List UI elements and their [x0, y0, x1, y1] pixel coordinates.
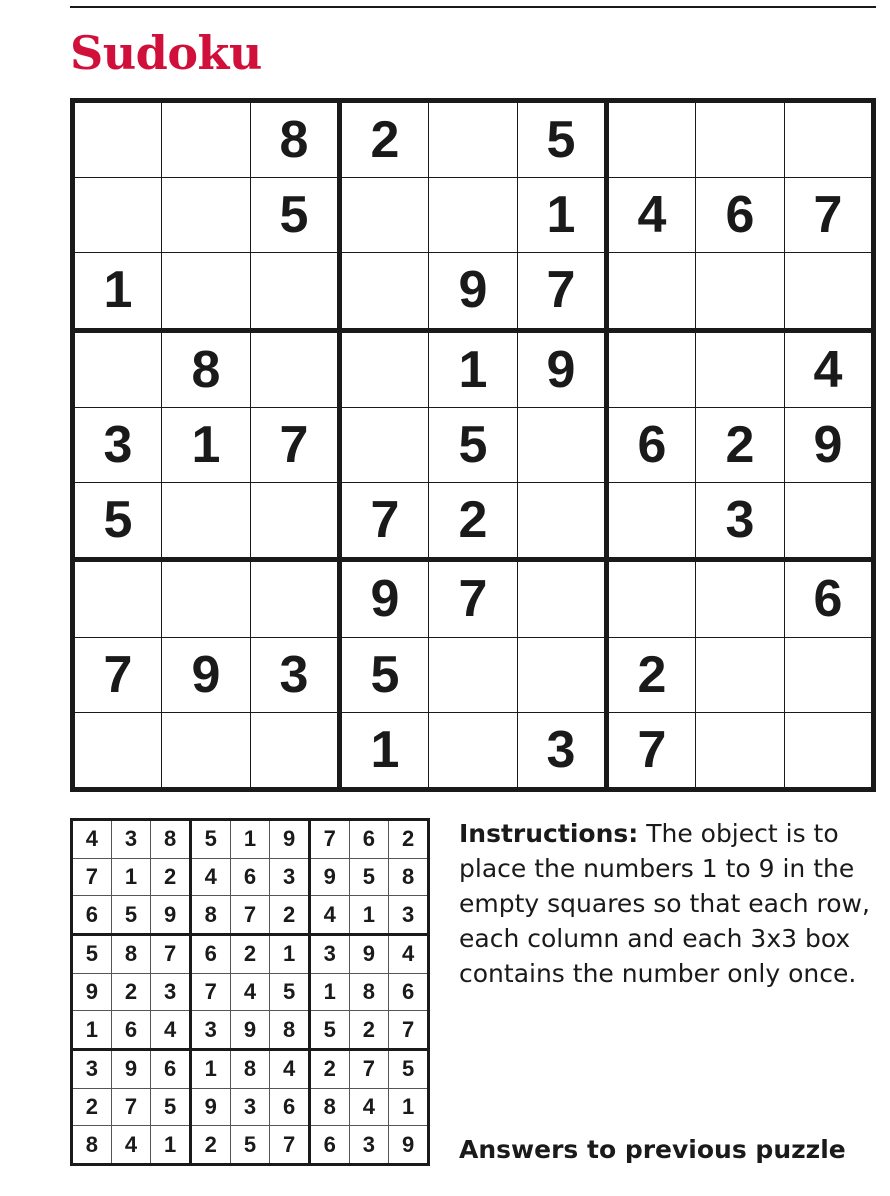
puzzle-cell[interactable]: 5: [518, 101, 607, 178]
puzzle-cell[interactable]: [785, 712, 874, 789]
puzzle-cell[interactable]: [785, 101, 874, 178]
puzzle-cell[interactable]: 9: [785, 407, 874, 482]
grid-row: [72, 934, 429, 973]
puzzle-cell[interactable]: 6: [607, 407, 696, 482]
answer-cell: 1: [389, 1088, 429, 1125]
answer-cell: 4: [72, 820, 112, 859]
answer-cell: 1: [190, 1049, 230, 1088]
answer-cell: 1: [72, 1011, 112, 1050]
puzzle-cell[interactable]: 3: [696, 482, 785, 559]
answer-cell: 1: [111, 858, 151, 895]
puzzle-cell[interactable]: 4: [607, 178, 696, 253]
puzzle-cell[interactable]: 9: [518, 330, 607, 407]
puzzle-cell[interactable]: [518, 482, 607, 559]
puzzle-cell[interactable]: [607, 253, 696, 330]
puzzle-cell[interactable]: 7: [607, 712, 696, 789]
answer-cell: 7: [230, 896, 270, 935]
answer-cell: 9: [190, 1088, 230, 1125]
puzzle-cell[interactable]: 1: [518, 178, 607, 253]
puzzle-cell[interactable]: 3: [73, 407, 162, 482]
answer-cell: 3: [270, 858, 310, 895]
answer-cell: 2: [270, 896, 310, 935]
puzzle-cell[interactable]: 9: [429, 253, 518, 330]
answer-cell: 8: [111, 934, 151, 973]
answer-cell: 4: [349, 1088, 389, 1125]
instructions-text: [459, 816, 871, 991]
puzzle-cell[interactable]: 5: [429, 407, 518, 482]
puzzle-cell[interactable]: [251, 253, 340, 330]
puzzle-cell[interactable]: 1: [429, 330, 518, 407]
puzzle-cell[interactable]: [251, 560, 340, 637]
answer-cell: 8: [389, 858, 429, 895]
puzzle-cell[interactable]: 1: [340, 712, 429, 789]
answer-cell: 2: [389, 820, 429, 859]
answer-cell: 5: [389, 1049, 429, 1088]
puzzle-cell[interactable]: [429, 178, 518, 253]
answer-cell: 4: [111, 1126, 151, 1165]
answer-cell: 5: [72, 934, 112, 973]
answer-cell: 3: [151, 973, 191, 1010]
answer-cell: 3: [349, 1126, 389, 1165]
puzzle-cell[interactable]: 6: [696, 178, 785, 253]
puzzle-cell[interactable]: [162, 101, 251, 178]
puzzle-cell[interactable]: 2: [607, 637, 696, 712]
answer-cell: 2: [309, 1049, 349, 1088]
answer-cell: 6: [230, 858, 270, 895]
puzzle-cell[interactable]: 1: [73, 253, 162, 330]
answer-cell: 3: [389, 896, 429, 935]
answer-cell: 6: [72, 896, 112, 935]
puzzle-cell[interactable]: [73, 101, 162, 178]
puzzle-cell[interactable]: [696, 330, 785, 407]
answer-cell: 9: [72, 973, 112, 1010]
answer-cell: 7: [151, 934, 191, 973]
answer-cell: 7: [270, 1126, 310, 1165]
grid-row: [72, 1011, 429, 1050]
grid-row: [73, 330, 874, 407]
grid-row: [72, 1049, 429, 1088]
answer-cell: 4: [309, 896, 349, 935]
puzzle-cell[interactable]: 3: [251, 637, 340, 712]
answer-cell: 4: [190, 858, 230, 895]
puzzle-cell[interactable]: 7: [518, 253, 607, 330]
answer-cell: 9: [270, 820, 310, 859]
puzzle-cell[interactable]: 9: [340, 560, 429, 637]
answer-cell: 3: [190, 1011, 230, 1050]
puzzle-cell[interactable]: [785, 637, 874, 712]
puzzle-cell[interactable]: 7: [785, 178, 874, 253]
answer-cell: 2: [111, 973, 151, 1010]
grid-row: [72, 820, 429, 859]
puzzle-cell[interactable]: 6: [785, 560, 874, 637]
puzzle-cell[interactable]: 2: [340, 101, 429, 178]
answer-cell: 1: [230, 820, 270, 859]
answer-cell: 5: [190, 820, 230, 859]
answer-cell: 5: [151, 1088, 191, 1125]
grid-row: [73, 101, 874, 178]
answer-cell: 7: [190, 973, 230, 1010]
answer-cell: 1: [309, 973, 349, 1010]
puzzle-cell[interactable]: [73, 330, 162, 407]
puzzle-cell[interactable]: 9: [162, 637, 251, 712]
puzzle-cell[interactable]: [73, 560, 162, 637]
answer-cell: 1: [270, 934, 310, 973]
puzzle-cell[interactable]: [162, 482, 251, 559]
answer-cell: 2: [72, 1088, 112, 1125]
puzzle-cell[interactable]: [696, 560, 785, 637]
answer-cell: 6: [270, 1088, 310, 1125]
answer-cell: 6: [151, 1049, 191, 1088]
answer-cell: 9: [230, 1011, 270, 1050]
puzzle-cell[interactable]: 2: [429, 482, 518, 559]
puzzle-cell[interactable]: 7: [340, 482, 429, 559]
answers-caption: Answers to previous puzzle: [459, 1135, 846, 1164]
puzzle-cell[interactable]: [607, 330, 696, 407]
answer-cell: 8: [309, 1088, 349, 1125]
answer-cell: 8: [270, 1011, 310, 1050]
puzzle-cell[interactable]: 7: [73, 637, 162, 712]
answer-cell: 3: [230, 1088, 270, 1125]
answer-cell: 5: [230, 1126, 270, 1165]
answer-cell: 8: [151, 820, 191, 859]
puzzle-cell[interactable]: 7: [429, 560, 518, 637]
answer-cell: 2: [349, 1011, 389, 1050]
answer-cell: 9: [349, 934, 389, 973]
puzzle-cell[interactable]: [251, 712, 340, 789]
grid-row: [73, 637, 874, 712]
puzzle-cell[interactable]: [607, 560, 696, 637]
answer-cell: 7: [72, 858, 112, 895]
answer-cell: 8: [349, 973, 389, 1010]
answer-cell: 4: [389, 934, 429, 973]
answer-grid: [70, 818, 430, 1166]
puzzle-cell[interactable]: [340, 407, 429, 482]
puzzle-cell[interactable]: [429, 637, 518, 712]
answer-cell: 1: [151, 1126, 191, 1165]
answer-cell: 5: [309, 1011, 349, 1050]
puzzle-cell[interactable]: [73, 712, 162, 789]
grid-row: [73, 712, 874, 789]
answer-cell: 7: [111, 1088, 151, 1125]
answer-cell: 9: [151, 896, 191, 935]
sudoku-puzzle-grid: [70, 98, 876, 792]
puzzle-cell[interactable]: 2: [696, 407, 785, 482]
answer-cell: 7: [389, 1011, 429, 1050]
puzzle-cell[interactable]: [429, 712, 518, 789]
puzzle-cell[interactable]: 8: [162, 330, 251, 407]
answer-cell: 4: [230, 973, 270, 1010]
answer-cell: 6: [111, 1011, 151, 1050]
page-title: Sudoku: [70, 26, 262, 80]
puzzle-cell[interactable]: [518, 407, 607, 482]
grid-row: [72, 858, 429, 895]
answer-cell: 4: [270, 1049, 310, 1088]
puzzle-cell[interactable]: [696, 253, 785, 330]
answer-cell: 8: [230, 1049, 270, 1088]
puzzle-cell[interactable]: 5: [340, 637, 429, 712]
grid-row: [72, 1088, 429, 1125]
answer-cell: 3: [111, 820, 151, 859]
puzzle-cell[interactable]: 3: [518, 712, 607, 789]
puzzle-cell[interactable]: [518, 560, 607, 637]
grid-row: [72, 973, 429, 1010]
puzzle-cell[interactable]: [607, 482, 696, 559]
puzzle-cell[interactable]: 1: [162, 407, 251, 482]
puzzle-cell[interactable]: [518, 637, 607, 712]
answer-cell: 3: [72, 1049, 112, 1088]
puzzle-cell[interactable]: [162, 560, 251, 637]
puzzle-cell[interactable]: [162, 178, 251, 253]
grid-row: [73, 253, 874, 330]
answer-cell: 9: [389, 1126, 429, 1165]
puzzle-cell[interactable]: [162, 712, 251, 789]
answer-cell: 5: [349, 858, 389, 895]
grid-row: [72, 896, 429, 935]
puzzle-cell[interactable]: 8: [251, 101, 340, 178]
answer-cell: 2: [230, 934, 270, 973]
answer-cell: 2: [190, 1126, 230, 1165]
answer-cell: 6: [349, 820, 389, 859]
grid-row: [73, 178, 874, 253]
answer-cell: 2: [151, 858, 191, 895]
grid-row: [73, 560, 874, 637]
answer-cell: 3: [309, 934, 349, 973]
puzzle-cell[interactable]: 5: [251, 178, 340, 253]
puzzle-cell[interactable]: [251, 482, 340, 559]
puzzle-cell[interactable]: [785, 253, 874, 330]
answer-cell: 9: [309, 858, 349, 895]
grid-row: [72, 1126, 429, 1165]
puzzle-cell[interactable]: [340, 253, 429, 330]
puzzle-cell[interactable]: [429, 101, 518, 178]
answer-cell: 4: [151, 1011, 191, 1050]
answer-cell: 9: [111, 1049, 151, 1088]
puzzle-cell[interactable]: [785, 482, 874, 559]
puzzle-cell[interactable]: [162, 253, 251, 330]
puzzle-cell[interactable]: 5: [73, 482, 162, 559]
answer-cell: 5: [111, 896, 151, 935]
answer-cell: 5: [270, 973, 310, 1010]
instructions-heading: Instructions:: [459, 819, 639, 848]
puzzle-cell[interactable]: [340, 178, 429, 253]
answer-cell: 6: [190, 934, 230, 973]
answer-cell: 6: [389, 973, 429, 1010]
puzzle-cell[interactable]: [696, 101, 785, 178]
puzzle-cell[interactable]: 7: [251, 407, 340, 482]
answer-cell: 7: [309, 820, 349, 859]
puzzle-cell[interactable]: [696, 637, 785, 712]
puzzle-cell[interactable]: [607, 101, 696, 178]
answer-cell: 8: [190, 896, 230, 935]
puzzle-cell[interactable]: [251, 330, 340, 407]
puzzle-cell[interactable]: [696, 712, 785, 789]
answer-cell: 1: [349, 896, 389, 935]
grid-row: [73, 482, 874, 559]
answer-cell: 8: [72, 1126, 112, 1165]
puzzle-cell[interactable]: [73, 178, 162, 253]
instructions-body: The object is to place the numbers 1 to 9 in the empty squares so that each row, each column and each 3x3 box contains the number only once.: [459, 819, 870, 988]
grid-row: [73, 407, 874, 482]
answer-cell: 6: [309, 1126, 349, 1165]
puzzle-cell[interactable]: [340, 330, 429, 407]
puzzle-cell[interactable]: 4: [785, 330, 874, 407]
answer-cell: 7: [349, 1049, 389, 1088]
top-rule: [70, 6, 876, 8]
